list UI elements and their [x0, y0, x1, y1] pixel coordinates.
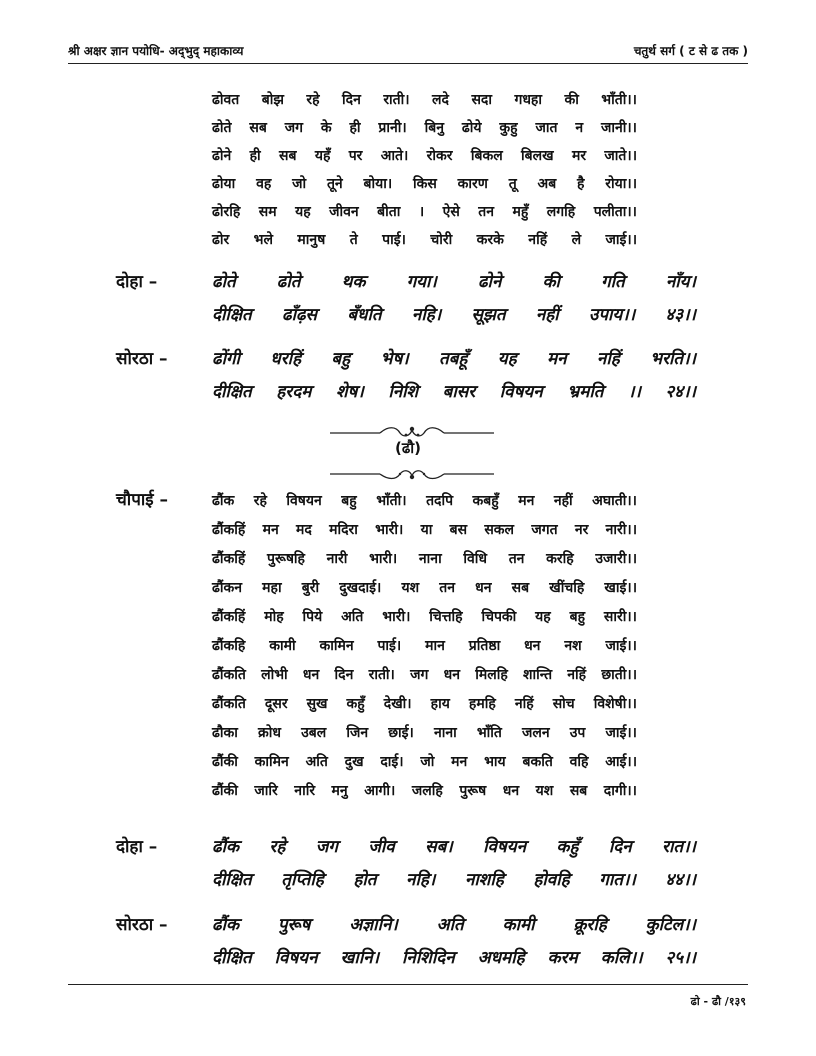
ornament-bottom-icon [330, 466, 494, 482]
verse-line: ढौंकति लोभी धन दिन राती। जग धन मिलहि शान्ति नहिं छाती।। [212, 667, 637, 683]
verse-line: ढौंक रहे विषयन बहु भाँती। तदपि कबहुँ मन नहीं अघाती।। [212, 493, 637, 509]
verse-line: ढौंकहिं मन मद मदिरा भारी। या बस सकल जगत नर नारी।। [212, 522, 637, 538]
verse-line: ढौंकन महा बुरी दुखदाई। यश तन धन सब खींचहि खाई।। [212, 580, 637, 596]
footer-divider [68, 984, 748, 985]
verse-line: ढोने ही सब यहँ पर आते। रोकर बिकल बिलख मर जाते।। [212, 148, 637, 164]
verse-line: ढोर भले मानुष ते पाई। चोरी करके नहिं ले जाई।। [212, 232, 637, 248]
verse-line: ढौंकी जारि नारि मनु आगी। जलहि पुरूष धन यश सब दागी।। [212, 783, 637, 799]
soratha-line: दीक्षित विषयन खानि। निशिदिन अधमहि करम कलि।। २५।। [212, 948, 696, 968]
header-divider [68, 63, 748, 64]
verse-line: ढौंकी कामिन अति दुख दाई। जो मन भाय बकति वहि आई।। [212, 754, 637, 770]
section-title: (ढौ) [394, 439, 422, 457]
verse-line: ढौंकहिं पुरूषहि नारी भारी। नाना विधि तन करहि उजारी।। [212, 551, 637, 567]
doha-line: ढोते ढोते थक गया। ढोने की गति नाँय। [212, 272, 696, 292]
page-header [68, 38, 748, 62]
soratha-line: ढौंक पुरूष अज्ञानि। अति कामी क्रूरहि कुटिल।। [212, 915, 696, 935]
doha-label: दोहा – [116, 272, 158, 292]
verse-line: ढोया वह जो तूने बोया। किस कारण तू अब है रोया।। [212, 176, 637, 192]
verse-line: ढोवत बोझ रहे दिन राती। लदे सदा गधहा की भाँती।। [212, 92, 637, 108]
verse-line: ढोरहि सम यह जीवन बीता । ऐसे तन महुँ लगहि पलीता।। [212, 204, 637, 220]
soratha-line: दीक्षित हरदम शेष। निशि बासर विषयन भ्रमति ।। २४।। [212, 382, 696, 402]
verse-line: ढौका क्रोध उबल जिन छाई। नाना भाँति जलन उप जाई।। [212, 725, 637, 741]
soratha-label: सोरठा – [116, 915, 168, 935]
chapter-title: चतुर्थ सर्ग ( ट से ढ तक ) [633, 43, 748, 58]
verse-line: ढौंकहिं मोह पिये अति भारी। चित्तहि चिपकी यह बहु सारी।। [212, 609, 637, 625]
book-title: श्री अक्षर ज्ञान पयोधि- अद्‌भुद्‌ महाकाव्य [68, 43, 244, 58]
doha-line: दीक्षित तृप्तिहि होत नहि। नाशहि होवहि गात।। ४४।। [212, 870, 696, 890]
verse-line: ढौंकहि कामी कामिन पाई। मान प्रतिष्ठा धन नश जाई।। [212, 638, 637, 654]
doha-line: ढौंक रहे जग जीव सब। विषयन कहुँ दिन रात।। [212, 837, 696, 857]
doha-label: दोहा – [116, 837, 158, 857]
soratha-label: सोरठा – [116, 349, 168, 369]
page-number: ढो - ढौ /१३९ [690, 995, 746, 1008]
verse-line: ढौंकति दूसर सुख कहुँ देखी। हाय हमहि नहिं सोच विशेषी।। [212, 696, 637, 712]
chaupai-label: चौपाई – [116, 490, 169, 510]
soratha-line: ढोंगी धरहिं बहु भेष। तबहूँ यह मन नहिं भरति।। [212, 349, 696, 369]
doha-line: दीक्षित ढाँढ़स बँधति नहि। सूझत नहीं उपाय।। ४३।। [212, 305, 696, 325]
verse-line: ढोते सब जग के ही प्रानी। बिनु ढोये कुहु जात न जानी।। [212, 120, 637, 136]
